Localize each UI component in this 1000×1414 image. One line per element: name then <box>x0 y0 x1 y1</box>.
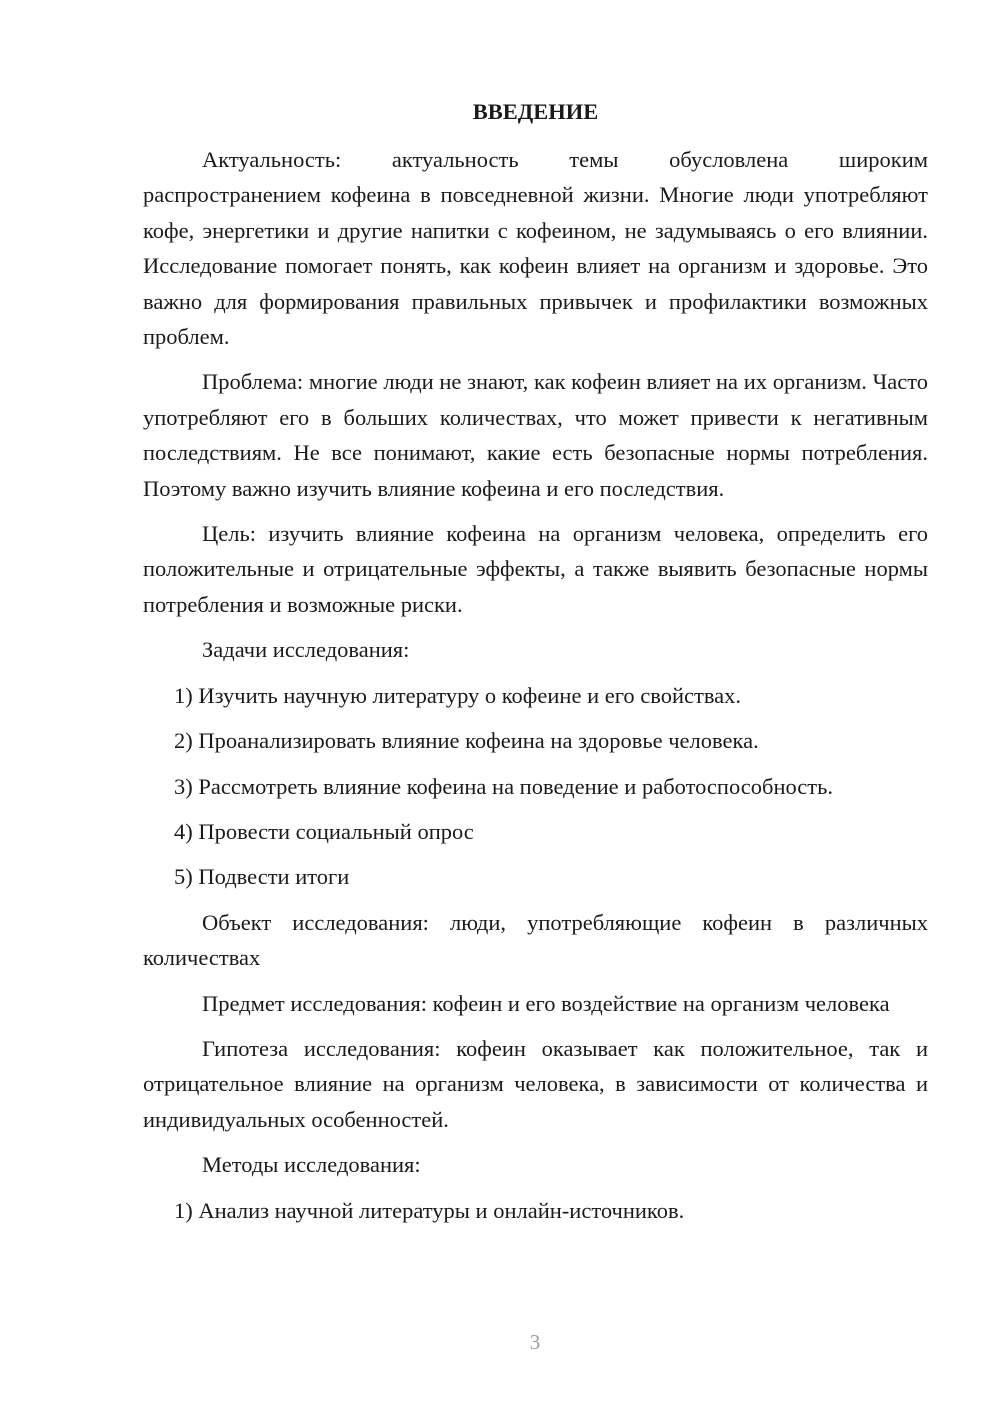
subject-paragraph: Предмет исследования: кофеин и его воздействие на организм человека <box>202 990 890 1016</box>
goal-paragraph: Цель: изучить влияние кофеина на организм человека, определить его положительные и отрицательные эффекты, а также выявить безопасные нормы потребления и возможные риски. <box>143 521 928 617</box>
tasks-list <box>143 678 928 895</box>
tasks-heading: Задачи исследования: <box>202 637 410 663</box>
methods-heading: Методы исследования: <box>202 1152 421 1178</box>
relevance-paragraph: Актуальность: актуальность темы обусловлена широким распространением кофеина в повседневной жизни. Многие люди употребляют кофе, энергетики и другие напитки с кофеином, не задумываясь о его влиянии. Исследование помогает понять, как кофеин влияет на организм и здоровье. Это важно для формирования правильных привычек и профилактики возможных проблем. <box>143 147 928 350</box>
task-item: 5) Подвести итоги <box>174 864 350 890</box>
task-item: 2) Проанализировать влияние кофеина на здоровье человека. <box>174 728 759 754</box>
problem-paragraph: Проблема: многие люди не знают, как кофеин влияет на их организм. Часто употребляют его в больших количествах, что может привести к негативным последствиям. Не все понимают, какие есть безопасные нормы потребления. Поэтому важно изучить влияние кофеина и его последствия. <box>143 369 928 501</box>
page-number: 3 <box>529 1330 541 1354</box>
task-item: 1) Изучить научную литературу о кофеине и его свойствах. <box>174 682 742 708</box>
hypothesis-paragraph: Гипотеза исследования: кофеин оказывает как положительное, так и отрицательное влияние на организм человека, в зависимости от количества и индивидуальных особенностей. <box>143 1035 928 1132</box>
method-item: 1) Анализ научной литературы и онлайн-источников. <box>174 1197 685 1223</box>
task-item: 3) Рассмотреть влияние кофеина на поведение и работоспособность. <box>174 773 834 799</box>
section-title: ВВЕДЕНИЕ <box>472 99 599 124</box>
document-page <box>143 94 928 1238</box>
object-paragraph: Объект исследования: люди, употребляющие кофеин в различных количествах <box>143 909 928 971</box>
methods-list <box>143 1193 928 1228</box>
task-item: 4) Провести социальный опрос <box>174 818 474 844</box>
